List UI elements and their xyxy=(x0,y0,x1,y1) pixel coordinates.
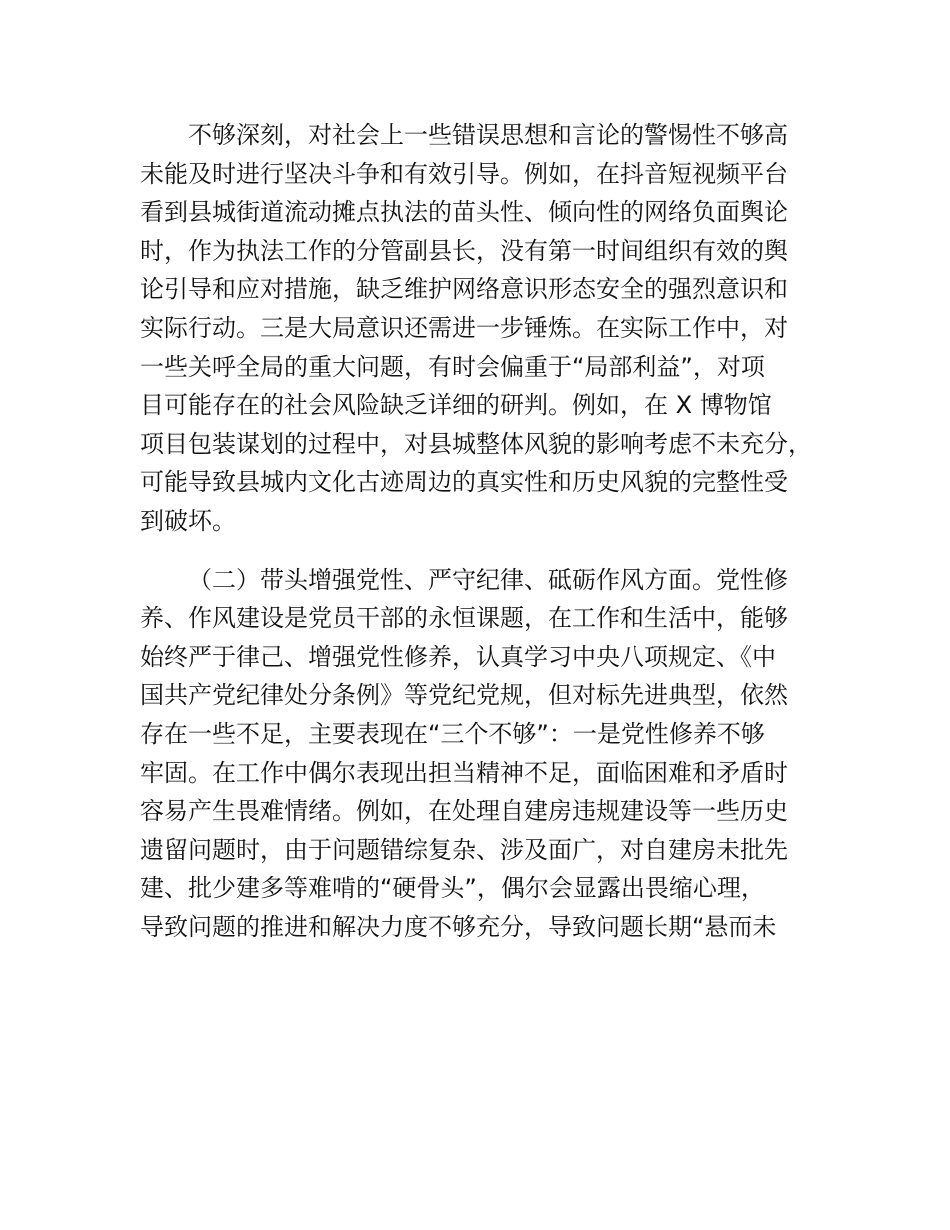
paragraph-line: 建、批少建多等难啃的“硬骨头”，偶尔会显露出畏缩心理， xyxy=(140,874,765,903)
paragraph-line: 国共产党纪律处分条例》等党纪党规，但对标先进典型，依然 xyxy=(140,681,788,710)
paragraph-line: 导致问题的推进和解决力度不够充分，导致问题长期“悬而未 xyxy=(140,912,777,941)
paragraph-spacer xyxy=(140,541,840,561)
paragraph-line: 论引导和应对措施，缺乏维护网络意识形态安全的强烈意识和 xyxy=(140,275,788,304)
paragraph-line: 实际行动。三是大局意识还需进一步锤炼。在实际工作中，对 xyxy=(140,313,788,342)
paragraph-line: 遗留问题时，由于问题错综复杂、涉及面广，对自建房未批先 xyxy=(140,835,788,864)
paragraph-2 xyxy=(140,561,840,947)
paragraph-line: 容易产生畏难情绪。例如，在处理自建房违规建设等一些历史 xyxy=(140,797,788,826)
paragraph-line: 未能及时进行坚决斗争和有效引导。例如，在抖音短视频平台 xyxy=(140,159,788,188)
paragraph-line: 一些关呼全局的重大问题，有时会偏重于“局部利益”，对项 xyxy=(140,352,765,381)
paragraph-line: 时，作为执法工作的分管副县长，没有第一时间组织有效的舆 xyxy=(140,236,788,265)
paragraph-line: （二）带头增强党性、严守纪律、砥砺作风方面。党性修 xyxy=(188,565,788,594)
paragraph-1 xyxy=(140,116,840,541)
paragraph-line: 存在一些不足，主要表现在“三个不够”：一是党性修养不够 xyxy=(140,719,765,748)
paragraph-line: 目可能存在的社会风险缺乏详细的研判。例如，在 X 博物馆 xyxy=(140,391,772,420)
paragraph-line: 养、作风建设是党员干部的永恒课题，在工作和生活中，能够 xyxy=(140,604,788,633)
paragraph-line: 可能导致县城内文化古迹周边的真实性和历史风貌的完整性受 xyxy=(140,468,788,497)
paragraph-line: 牢固。在工作中偶尔表现出担当精神不足，面临困难和矛盾时 xyxy=(140,758,788,787)
paragraph-line: 项目包装谋划的过程中，对县城整体风貌的影响考虑不未充分， xyxy=(140,429,812,458)
document-body xyxy=(140,116,840,946)
paragraph-line: 看到县城街道流动摊点执法的苗头性、倾向性的网络负面舆论 xyxy=(140,198,788,227)
paragraph-line: 不够深刻，对社会上一些错误思想和言论的警惕性不够高 xyxy=(188,121,788,149)
paragraph-line: 到破坏。 xyxy=(140,506,236,535)
paragraph-line: 始终严于律己、增强党性修养，认真学习中央八项规定、《中 xyxy=(140,642,776,671)
